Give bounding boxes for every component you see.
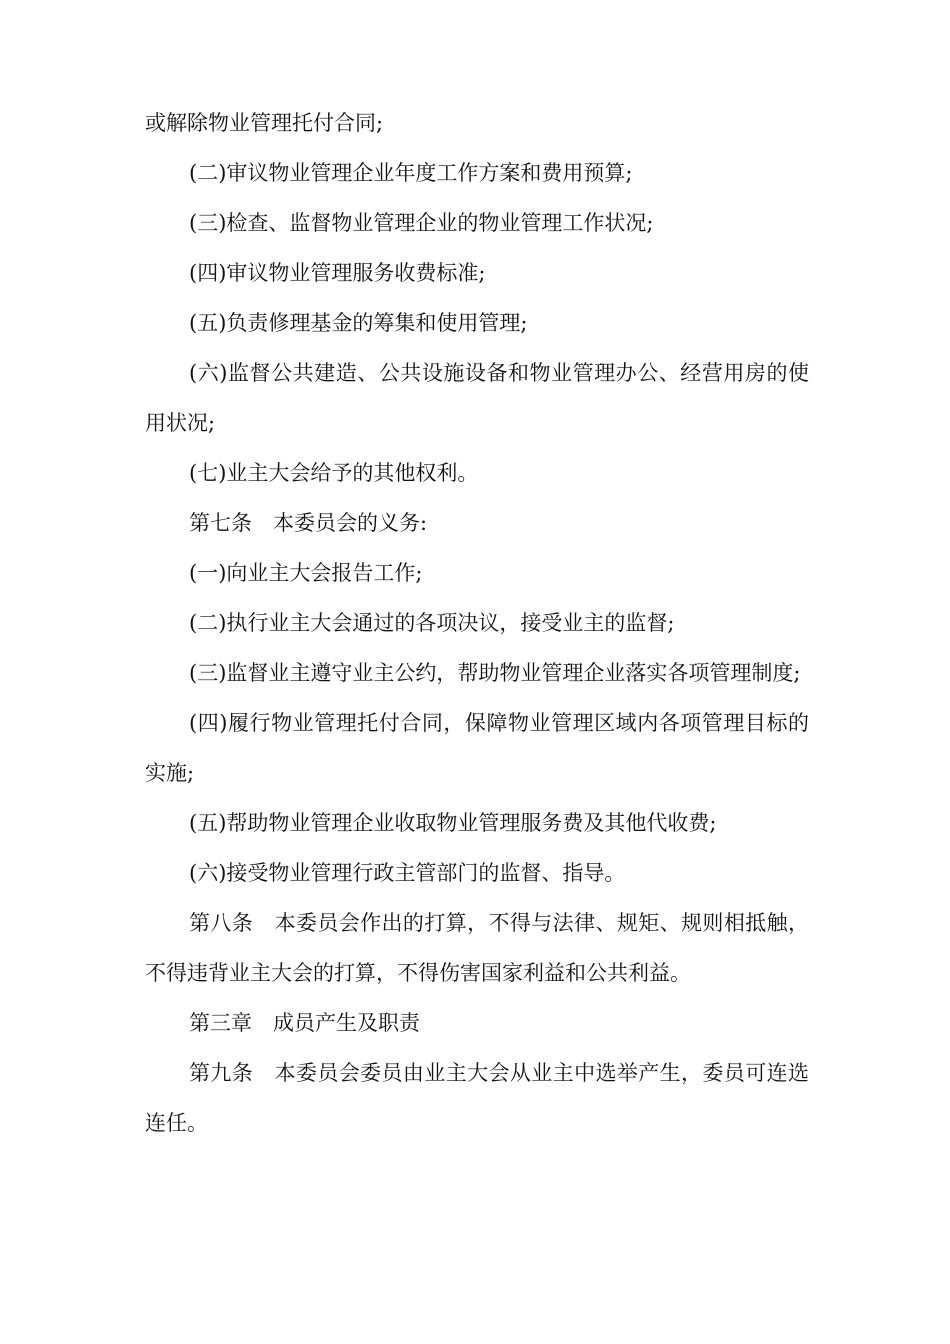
- paragraph-item-2: (二)审议物业管理企业年度工作方案和费用预算;: [189, 161, 633, 185]
- duty-item-4: (四)履行物业管理托付合同，保障物业管理区域内各项管理目标的实施;: [145, 711, 809, 785]
- duty-item-1: (一)向业主大会报告工作;: [189, 561, 423, 585]
- article-8: 第八条 本委员会作出的打算，不得与法律、规矩、规则相抵触，不得违背业主大会的打算，不得伤害国家利益和公共利益。: [145, 911, 809, 985]
- duty-item-2: (二)执行业主大会通过的各项决议，接受业主的监督;: [189, 611, 675, 635]
- paragraph-item-5: (五)负责修理基金的筹集和使用管理;: [189, 311, 528, 335]
- article-9: 第九条 本委员会委员由业主大会从业主中选举产生，委员可连选连任。: [145, 1061, 809, 1135]
- paragraph-continuation: 或解除物业管理托付合同;: [145, 111, 384, 135]
- article-7-heading: 第七条 本委员会的义务:: [189, 511, 428, 535]
- duty-item-5: (五)帮助物业管理企业收取物业管理服务费及其他代收费;: [189, 811, 717, 835]
- paragraph-item-7: (七)业主大会给予的其他权利。: [189, 461, 479, 485]
- paragraph-item-6: (六)监督公共建造、公共设施设备和物业管理办公、经营用房的使用状况;: [145, 361, 809, 435]
- duty-item-3: (三)监督业主遵守业主公约，帮助物业管理企业落实各项管理制度;: [189, 661, 801, 685]
- document-body: [145, 98, 809, 1148]
- paragraph-item-4: (四)审议物业管理服务收费标准;: [189, 261, 486, 285]
- paragraph-item-3: (三)检查、监督物业管理企业的物业管理工作状况;: [189, 211, 654, 235]
- duty-item-6: (六)接受物业管理行政主管部门的监督、指导。: [189, 861, 626, 885]
- chapter-3-heading: 第三章 成员产生及职责: [189, 1011, 420, 1035]
